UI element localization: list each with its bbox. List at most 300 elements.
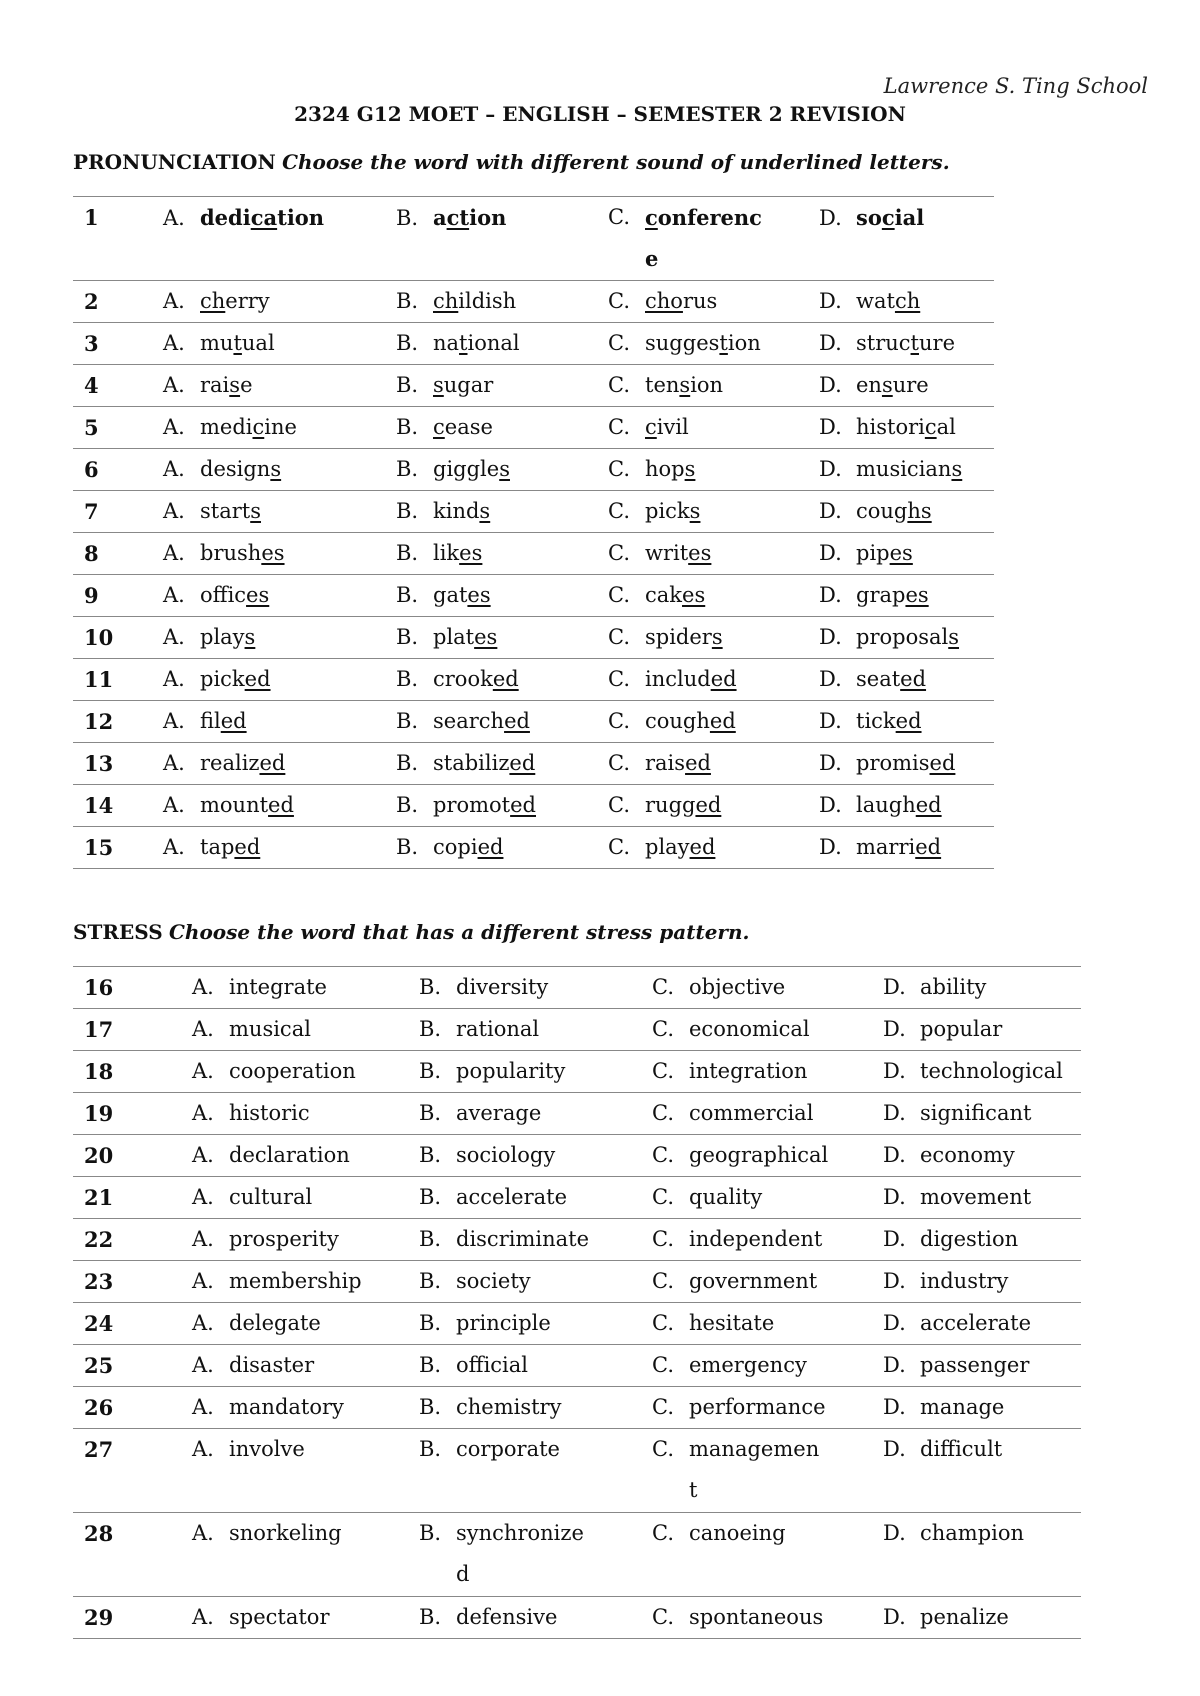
option-letter: B. — [419, 1143, 442, 1167]
question-number: 20 — [73, 1135, 192, 1177]
word-suffix: e — [240, 373, 253, 397]
underlined-letters: s — [951, 457, 963, 481]
answer-option[interactable] — [419, 1303, 652, 1345]
underlined-letters: t — [910, 331, 919, 355]
question-number: 22 — [73, 1219, 192, 1261]
answer-option[interactable] — [163, 449, 396, 491]
option-word: popular — [920, 1017, 1003, 1041]
word-prefix: lik — [433, 541, 460, 565]
underlined-letters: ed — [477, 835, 504, 859]
answer-option[interactable] — [192, 1051, 419, 1093]
answer-option[interactable] — [652, 1093, 883, 1135]
answer-option[interactable] — [608, 785, 819, 827]
word-prefix: pick — [200, 667, 245, 691]
answer-option[interactable] — [819, 659, 994, 701]
option-word — [200, 491, 261, 532]
answer-option[interactable] — [163, 323, 396, 365]
option-letter: B. — [396, 415, 419, 439]
answer-option[interactable] — [192, 1513, 419, 1597]
option-word — [856, 827, 941, 868]
answer-option[interactable] — [883, 1387, 1081, 1429]
word-suffix: ine — [264, 415, 297, 439]
answer-option[interactable] — [163, 659, 396, 701]
stress-instruction: Choose the word that has a different stress pattern. — [169, 920, 750, 944]
answer-option[interactable] — [652, 1177, 883, 1219]
option-letter: A. — [163, 667, 185, 691]
underlined-letters: ch — [200, 289, 226, 313]
stress-heading — [73, 920, 749, 944]
word-prefix: writ — [645, 541, 689, 565]
answer-option[interactable] — [819, 281, 994, 323]
option-letter: A. — [163, 373, 185, 397]
question-number: 11 — [73, 659, 163, 701]
underlined-letters: t — [233, 331, 242, 355]
answer-option[interactable] — [883, 1009, 1081, 1051]
answer-option[interactable] — [419, 1345, 652, 1387]
option-word: accelerate — [456, 1185, 568, 1209]
option-letter: C. — [652, 1353, 674, 1377]
underlined-letters: ed — [244, 667, 271, 691]
option-word — [433, 449, 510, 490]
answer-option[interactable] — [192, 1219, 419, 1261]
answer-option[interactable] — [192, 1093, 419, 1135]
option-word — [433, 365, 493, 406]
answer-option[interactable] — [163, 785, 396, 827]
word-prefix: en — [856, 373, 882, 397]
underlined-letters: s — [881, 373, 893, 397]
answer-option[interactable] — [608, 365, 819, 407]
answer-option[interactable] — [396, 365, 608, 407]
answer-option[interactable] — [608, 533, 819, 575]
option-word: discriminate — [456, 1227, 589, 1251]
underlined-letters: ed — [259, 751, 286, 775]
answer-option[interactable] — [652, 967, 883, 1009]
question-number: 28 — [73, 1513, 192, 1597]
answer-option[interactable] — [192, 1009, 419, 1051]
word-prefix: start — [200, 499, 251, 523]
word-suffix: ugar — [443, 373, 494, 397]
option-letter: A. — [163, 289, 185, 313]
option-word: manage — [920, 1395, 1005, 1419]
option-word: canoeing — [689, 1521, 786, 1545]
option-letter: C. — [608, 331, 630, 355]
word-prefix: tap — [200, 835, 235, 859]
option-word — [645, 827, 715, 868]
answer-option[interactable] — [608, 659, 819, 701]
option-letter: A. — [163, 835, 185, 859]
option-letter: C. — [652, 1101, 674, 1125]
stress-row — [73, 1219, 1081, 1261]
word-prefix: proposal — [856, 625, 949, 649]
option-letter: B. — [419, 1521, 442, 1545]
underlined-letters: es — [246, 583, 270, 607]
stress-row — [73, 1345, 1081, 1387]
underlined-letters: ct — [446, 205, 470, 230]
pronunciation-row — [73, 701, 994, 743]
answer-option[interactable] — [819, 575, 994, 617]
option-word — [645, 365, 723, 406]
answer-option[interactable] — [396, 407, 608, 449]
option-letter: C. — [652, 1437, 674, 1461]
option-word — [645, 785, 721, 826]
answer-option[interactable] — [883, 1303, 1081, 1345]
underlined-letters: ed — [695, 793, 722, 817]
answer-option[interactable] — [652, 1387, 883, 1429]
answer-option[interactable] — [163, 407, 396, 449]
question-number: 9 — [73, 575, 163, 617]
answer-option[interactable] — [163, 533, 396, 575]
option-letter: D. — [819, 415, 842, 439]
option-word — [200, 407, 297, 448]
option-letter: C. — [652, 1311, 674, 1335]
answer-option[interactable] — [396, 575, 608, 617]
option-letter: C. — [608, 583, 630, 607]
underlined-letters: s — [948, 625, 960, 649]
option-word: mandatory — [229, 1395, 344, 1419]
answer-option[interactable] — [652, 1345, 883, 1387]
answer-option[interactable] — [819, 701, 994, 743]
option-word: cultural — [229, 1185, 313, 1209]
underlined-letters: ed — [504, 709, 530, 733]
answer-option[interactable] — [419, 1135, 652, 1177]
option-word: declaration — [229, 1143, 350, 1167]
answer-option[interactable] — [608, 323, 819, 365]
word-prefix: realiz — [200, 751, 260, 775]
answer-option[interactable] — [819, 617, 994, 659]
option-word: sociology — [456, 1143, 556, 1167]
option-word: industry — [920, 1269, 1009, 1293]
answer-option[interactable] — [819, 533, 994, 575]
option-word — [433, 407, 493, 448]
answer-option[interactable] — [163, 197, 396, 281]
answer-option[interactable] — [192, 1261, 419, 1303]
question-number: 27 — [73, 1429, 192, 1513]
underlined-letters: ed — [929, 751, 956, 775]
answer-option[interactable] — [396, 659, 608, 701]
answer-option[interactable] — [396, 449, 608, 491]
word-prefix: fil — [200, 709, 221, 733]
option-letter: D. — [883, 1227, 906, 1251]
underlined-letters: es — [474, 625, 498, 649]
question-number: 12 — [73, 701, 163, 743]
underlined-letters: es — [459, 541, 483, 565]
option-word: diversity — [456, 975, 549, 999]
answer-option[interactable] — [608, 701, 819, 743]
answer-option[interactable] — [192, 1429, 419, 1513]
underlined-letters: es — [682, 583, 706, 607]
question-number: 3 — [73, 323, 163, 365]
option-word — [200, 701, 247, 742]
option-word: digestion — [920, 1227, 1019, 1251]
answer-option[interactable] — [419, 1513, 652, 1597]
underlined-letters: ed — [268, 793, 294, 817]
answer-option[interactable] — [608, 743, 819, 785]
option-letter: C. — [652, 1059, 674, 1083]
answer-option[interactable] — [608, 281, 819, 323]
answer-option[interactable] — [652, 1303, 883, 1345]
answer-option[interactable] — [652, 1429, 883, 1513]
answer-option[interactable] — [652, 1219, 883, 1261]
question-number: 6 — [73, 449, 163, 491]
answer-option[interactable] — [419, 1009, 652, 1051]
option-word — [200, 533, 285, 574]
answer-option[interactable] — [819, 449, 994, 491]
answer-option[interactable] — [819, 323, 994, 365]
option-letter: C. — [652, 1521, 674, 1545]
word-prefix: mu — [200, 331, 234, 355]
option-letter: D. — [819, 289, 842, 313]
option-word — [200, 743, 285, 784]
option-letter: D. — [883, 975, 906, 999]
answer-option[interactable] — [192, 1177, 419, 1219]
option-letter: A. — [192, 1227, 214, 1251]
answer-option[interactable] — [883, 1093, 1081, 1135]
answer-option[interactable] — [883, 1513, 1081, 1597]
answer-option[interactable] — [652, 1009, 883, 1051]
option-word — [433, 323, 520, 364]
answer-option[interactable] — [608, 617, 819, 659]
answer-option[interactable] — [419, 1177, 652, 1219]
answer-option[interactable] — [819, 197, 994, 281]
option-letter: B. — [419, 1101, 442, 1125]
option-word: passenger — [920, 1353, 1030, 1377]
answer-option[interactable] — [163, 827, 396, 869]
answer-option[interactable] — [419, 1093, 652, 1135]
answer-option[interactable] — [163, 281, 396, 323]
underlined-letters: ch — [433, 289, 459, 313]
option-letter: D. — [883, 1311, 906, 1335]
option-letter: C. — [608, 289, 630, 313]
option-letter: B. — [419, 1185, 442, 1209]
answer-option[interactable] — [419, 967, 652, 1009]
answer-option[interactable] — [163, 365, 396, 407]
word-suffix: rus — [682, 289, 718, 313]
word-prefix: na — [433, 331, 460, 355]
option-word: defensive — [456, 1605, 558, 1629]
stress-row — [73, 967, 1081, 1009]
underlined-letters: s — [684, 457, 696, 481]
answer-option[interactable] — [396, 491, 608, 533]
answer-option[interactable] — [396, 281, 608, 323]
option-word: spectator — [229, 1605, 330, 1629]
underlined-letters: c — [645, 205, 658, 230]
underlined-letters: ca — [250, 205, 278, 230]
option-letter: B. — [419, 1395, 442, 1419]
answer-option[interactable] — [652, 1261, 883, 1303]
answer-option[interactable] — [192, 967, 419, 1009]
option-letter: A. — [163, 331, 185, 355]
word-prefix: seat — [856, 667, 901, 691]
answer-option[interactable] — [819, 785, 994, 827]
answer-option[interactable] — [652, 1051, 883, 1093]
answer-option[interactable] — [192, 1303, 419, 1345]
option-letter: A. — [192, 1269, 214, 1293]
option-letter: D. — [883, 1185, 906, 1209]
answer-option[interactable] — [652, 1513, 883, 1597]
answer-option[interactable] — [396, 785, 608, 827]
option-letter: B. — [396, 289, 419, 313]
option-letter: B. — [396, 541, 419, 565]
answer-option[interactable] — [883, 1429, 1081, 1513]
underlined-letters: es — [261, 541, 285, 565]
answer-option[interactable] — [819, 407, 994, 449]
option-letter: B. — [419, 1227, 442, 1251]
option-letter: B. — [396, 835, 419, 859]
pronunciation-row — [73, 491, 994, 533]
option-letter: B. — [419, 1605, 442, 1629]
option-letter: B. — [396, 793, 419, 817]
answer-option[interactable] — [419, 1261, 652, 1303]
underlined-letters: ed — [709, 709, 736, 733]
answer-option[interactable] — [608, 407, 819, 449]
answer-option[interactable] — [883, 1597, 1081, 1639]
answer-option[interactable] — [883, 1345, 1081, 1387]
answer-option[interactable] — [883, 1051, 1081, 1093]
pronunciation-heading — [73, 150, 950, 174]
underlined-letters: es — [688, 541, 712, 565]
answer-option[interactable] — [883, 967, 1081, 1009]
answer-option[interactable] — [192, 1387, 419, 1429]
word-prefix: promot — [433, 793, 511, 817]
option-letter: C. — [652, 1143, 674, 1167]
word-prefix: coug — [856, 499, 908, 523]
stress-table — [73, 966, 1081, 1639]
option-word: quality — [689, 1185, 763, 1209]
answer-option[interactable] — [819, 365, 994, 407]
answer-option[interactable] — [883, 1261, 1081, 1303]
word-prefix: musician — [856, 457, 952, 481]
option-letter: B. — [419, 1437, 442, 1461]
option-letter: C. — [608, 625, 630, 649]
option-word — [433, 575, 491, 616]
pronunciation-row — [73, 323, 994, 365]
option-word: musical — [229, 1017, 311, 1041]
answer-option[interactable] — [819, 827, 994, 869]
option-word: delegate — [229, 1311, 321, 1335]
answer-option[interactable] — [419, 1429, 652, 1513]
word-prefix: design — [200, 457, 271, 481]
option-word: technological — [920, 1059, 1063, 1083]
question-number: 19 — [73, 1093, 192, 1135]
answer-option[interactable] — [192, 1135, 419, 1177]
answer-option[interactable] — [608, 197, 819, 281]
answer-option[interactable] — [396, 533, 608, 575]
answer-option[interactable] — [396, 743, 608, 785]
answer-option[interactable] — [396, 827, 608, 869]
word-prefix: stabiliz — [433, 751, 510, 775]
pronunciation-row — [73, 743, 994, 785]
underlined-letters: ed — [915, 835, 942, 859]
option-letter: D. — [883, 1353, 906, 1377]
answer-option[interactable] — [419, 1387, 652, 1429]
option-word — [200, 785, 294, 826]
answer-option[interactable] — [608, 575, 819, 617]
word-prefix: rais — [645, 751, 686, 775]
stress-row — [73, 1093, 1081, 1135]
answer-option[interactable] — [192, 1345, 419, 1387]
word-prefix: includ — [645, 667, 711, 691]
underlined-letters: cho — [645, 289, 683, 313]
question-number: 13 — [73, 743, 163, 785]
option-word — [856, 449, 962, 490]
question-number: 16 — [73, 967, 192, 1009]
underlined-letters: ch — [894, 289, 921, 313]
question-number: 23 — [73, 1261, 192, 1303]
option-word: historic — [229, 1101, 310, 1125]
question-number: 25 — [73, 1345, 192, 1387]
underlined-letters: ed — [689, 835, 716, 859]
option-letter: C. — [652, 1605, 674, 1629]
stress-row — [73, 1597, 1081, 1639]
answer-option[interactable] — [163, 491, 396, 533]
option-word — [200, 323, 275, 364]
word-prefix: laugh — [856, 793, 916, 817]
answer-option[interactable] — [883, 1177, 1081, 1219]
option-word — [645, 449, 695, 490]
pronunciation-row — [73, 407, 994, 449]
answer-option[interactable] — [163, 575, 396, 617]
option-word — [433, 701, 530, 742]
answer-option[interactable] — [419, 1597, 652, 1639]
underlined-letters: c — [881, 205, 895, 230]
word-prefix: brush — [200, 541, 262, 565]
answer-option[interactable] — [883, 1219, 1081, 1261]
option-letter: D. — [883, 1017, 906, 1041]
answer-option[interactable] — [419, 1219, 652, 1261]
answer-option[interactable] — [192, 1597, 419, 1639]
option-letter: D. — [819, 583, 842, 607]
answer-option[interactable] — [883, 1135, 1081, 1177]
answer-option[interactable] — [419, 1051, 652, 1093]
word-prefix: so — [856, 205, 882, 230]
option-word: penalize — [920, 1605, 1009, 1629]
answer-option[interactable] — [396, 197, 608, 281]
underlined-letters: ed — [915, 793, 942, 817]
answer-option[interactable] — [608, 449, 819, 491]
option-letter: D. — [883, 1269, 906, 1293]
option-letter: C. — [608, 793, 630, 817]
word-suffix: ure — [919, 331, 955, 355]
answer-option[interactable] — [163, 743, 396, 785]
answer-option[interactable] — [608, 827, 819, 869]
answer-option[interactable] — [396, 323, 608, 365]
answer-option[interactable] — [652, 1597, 883, 1639]
option-letter: D. — [819, 541, 842, 565]
answer-option[interactable] — [163, 701, 396, 743]
answer-option[interactable] — [819, 743, 994, 785]
option-word — [200, 365, 253, 406]
answer-option[interactable] — [163, 617, 396, 659]
option-letter: D. — [883, 1521, 906, 1545]
option-word: popularity — [456, 1059, 566, 1083]
option-letter: C. — [608, 373, 630, 397]
question-number: 24 — [73, 1303, 192, 1345]
option-letter: B. — [419, 975, 442, 999]
answer-option[interactable] — [819, 491, 994, 533]
option-word: official — [456, 1353, 528, 1377]
underlined-letters: s — [250, 499, 261, 523]
option-word — [433, 533, 482, 574]
pronunciation-row — [73, 575, 994, 617]
word-prefix: sugges — [645, 331, 720, 355]
answer-option[interactable] — [396, 617, 608, 659]
answer-option[interactable] — [396, 701, 608, 743]
option-letter: A. — [192, 1437, 214, 1461]
answer-option[interactable] — [652, 1135, 883, 1177]
option-word — [856, 197, 924, 238]
answer-option[interactable] — [608, 491, 819, 533]
option-word — [645, 491, 700, 532]
